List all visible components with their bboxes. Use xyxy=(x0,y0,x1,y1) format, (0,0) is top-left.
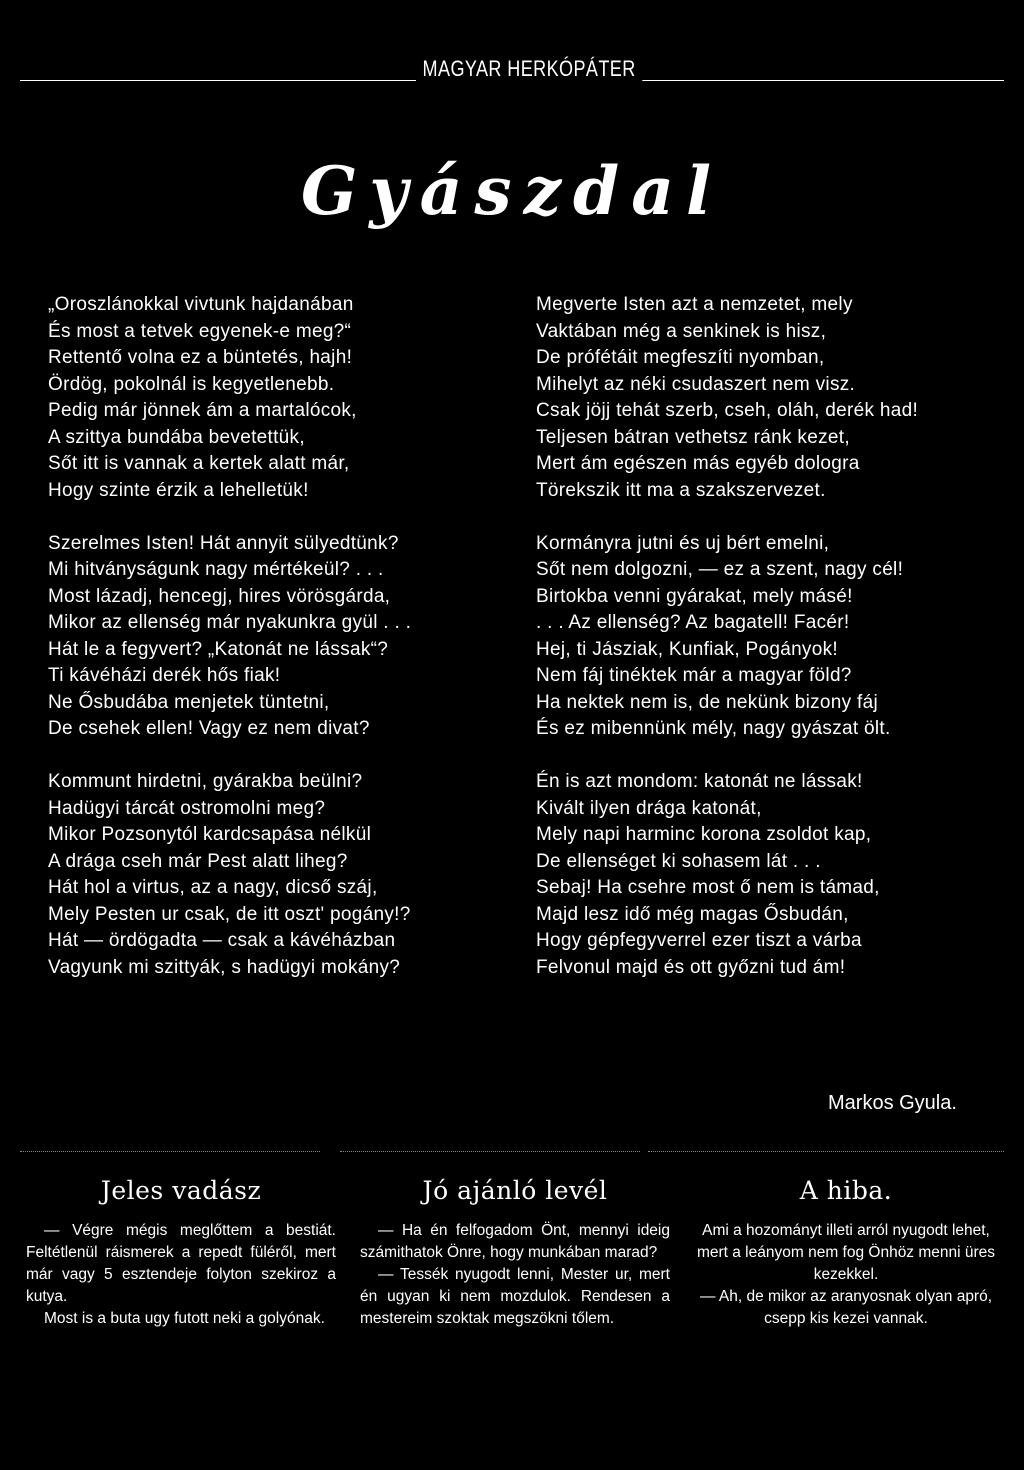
poem-line: Hát hol a virtus, az a nagy, dicső száj, xyxy=(48,877,378,898)
poem-line: Hogy szinte érzik a lehelletük! xyxy=(48,479,309,501)
poem-line: Kommunt hirdetni, gyárakba beülni? xyxy=(48,771,363,792)
poem-line: Nem fáj tinéktek már a magyar föld? xyxy=(536,665,852,686)
poem-line: És most a tetvek egyenek-e meg?“ xyxy=(48,320,352,342)
poem-line: Sebaj! Ha csehre most ő nem is támad, xyxy=(536,877,880,898)
poem-line: Ne Ősbudába menjetek tüntetni, xyxy=(48,691,330,713)
joke-paragraph: Most is a buta ugy futott neki a golyónak. xyxy=(44,1310,325,1327)
poem-column-right xyxy=(536,292,1006,1008)
poem-signature: Markos Gyula. xyxy=(828,1092,957,1114)
joke-paragraph: — Végre mégis meglőttem a bestiát. Feltétlenül ráismerek a repedt füléről, mert már vagy 5 esztendeje folyton szekiroz a kutya. xyxy=(26,1222,336,1305)
poem-line: Megverte Isten azt a nemzetet, mely xyxy=(536,294,853,315)
poem-line: Majd lesz idő még magas Ősbudán, xyxy=(536,903,849,925)
poem-line: Hej, ti Jásziak, Kunfiak, Pogányok! xyxy=(536,638,838,660)
poem-line: Mikor Pozsonytól kardcsapása nélkül xyxy=(48,824,372,845)
poem-line: „Oroszlánokkal vivtunk hajdanában xyxy=(48,294,354,315)
joke-paragraph: — Ah, de mikor az aranyosnak olyan apró, csepp kis kezei vannak. xyxy=(699,1288,993,1327)
poem-line: A drága cseh már Pest alatt liheg? xyxy=(48,850,348,872)
poem-line: Hát — ördögadta — csak a kávéházban xyxy=(48,930,396,951)
poem-stanza xyxy=(48,292,518,504)
joke-paragraph: Ami a hozományt illeti arról nyugodt lehet, mert a leányom nem fog Önhöz menni üres kezekkel. xyxy=(696,1222,996,1283)
poem-line: Mert ám egészen más egyéb dologra xyxy=(536,453,860,474)
poem-line: Most lázadj, hencegj, hires vörösgárda, xyxy=(48,585,391,607)
joke-jeles-vadasz xyxy=(26,1176,336,1330)
poem-line: Én is azt mondom: katonát ne lássak! xyxy=(536,771,863,792)
poem-line: Törekszik itt ma a szakszervezet. xyxy=(536,479,826,501)
poem-line: Sőt itt is vannak a kertek alatt már, xyxy=(48,453,350,474)
joke-title: Jó ajánló levél xyxy=(422,1176,608,1205)
poem-line: Ha nektek nem is, de nekünk bizony fáj xyxy=(536,691,878,713)
poem-line: De prófétáit megfeszíti nyomban, xyxy=(536,347,825,368)
masthead-title: MAGYAR HERKÓPÁTER xyxy=(416,56,642,82)
poem-title: Gyászdal xyxy=(300,152,724,230)
poem-line: Mely Pesten ur csak, de itt oszt' pogány!? xyxy=(48,903,411,925)
poem-line: Felvonul majd és ott győzni tud ám! xyxy=(536,956,846,978)
poem-line: Mikor az ellenség már nyakunkra gyül . . . xyxy=(48,612,412,633)
poem-line: Vagyunk mi szittyák, s hadügyi mokány? xyxy=(48,956,401,978)
poem-line: Mely napi harminc korona zsoldot kap, xyxy=(536,824,872,845)
poem-line: Mihelyt az néki csudaszert nem visz. xyxy=(536,373,856,395)
section-divider xyxy=(648,1151,1004,1152)
poem-line: Teljesen bátran vethetsz ránk kezet, xyxy=(536,426,850,448)
poem-line: Kormányra jutni és uj bért emelni, xyxy=(536,532,830,554)
poem-line: Szerelmes Isten! Hát annyit sülyedtünk? xyxy=(48,532,399,554)
poem-line: Hát le a fegyvert? „Katonát ne lássak“? xyxy=(48,638,389,660)
joke-title: A hiba. xyxy=(799,1176,893,1205)
joke-paragraph: — Ha én felfogadom Önt, mennyi ideig számithatok Önre, hogy munkában marad? xyxy=(360,1222,670,1261)
poem-line: De ellenséget ki sohasem lát . . . xyxy=(536,850,821,872)
section-divider xyxy=(340,1151,640,1152)
poem-line: . . . Az ellenség? Az bagatell! Facér! xyxy=(536,612,850,633)
poem-line: Vaktában még a senkinek is hisz, xyxy=(536,320,827,342)
poem-stanza xyxy=(48,531,518,743)
poem-line: Csak jöjj tehát szerb, cseh, oláh, derék had! xyxy=(536,400,919,421)
joke-paragraph: — Tessék nyugodt lenni, Mester ur, mert én ugyan ki nem mozdulok. Rendesen a mestereim szoktak megszökni tőlem. xyxy=(360,1266,670,1327)
poem-line: Ördög, pokolnál is kegyetlenebb. xyxy=(48,373,335,395)
poem-stanza xyxy=(536,531,1006,743)
joke-a-hiba xyxy=(690,1176,1002,1330)
poem-stanza xyxy=(536,769,1006,981)
poem-line: Ti kávéházi derék hős fiak! xyxy=(48,665,281,686)
poem-stanza xyxy=(536,292,1006,504)
poem-line: Kivált ilyen drága katonát, xyxy=(536,797,762,819)
poem-line: Hadügyi tárcát ostromolni meg? xyxy=(48,797,326,819)
poem-line: Pedig már jönnek ám a martalócok, xyxy=(48,400,357,421)
joke-title: Jeles vadász xyxy=(100,1176,262,1205)
poem-line: Birtokba venni gyárakat, mely másé! xyxy=(536,585,853,607)
poem-line: És ez mibennünk mély, nagy gyászat ölt. xyxy=(536,718,891,739)
masthead xyxy=(20,56,1004,86)
section-divider xyxy=(20,1151,320,1152)
poem-line: Hogy gépfegyverrel ezer tiszt a várba xyxy=(536,930,862,951)
poem-stanza xyxy=(48,769,518,981)
poem-line: A szittya bundába bevetettük, xyxy=(48,426,305,448)
poem-line: Mi hitványságunk nagy mértékeül? . . . xyxy=(48,559,384,580)
poem-line: Sőt nem dolgozni, — ez a szent, nagy cél! xyxy=(536,559,904,580)
poem-line: De csehek ellen! Vagy ez nem divat? xyxy=(48,718,370,739)
poem-column-left xyxy=(48,292,518,1008)
poem-line: Rettentő volna ez a büntetés, hajh! xyxy=(48,347,353,368)
joke-jo-ajanlo-level xyxy=(360,1176,670,1330)
